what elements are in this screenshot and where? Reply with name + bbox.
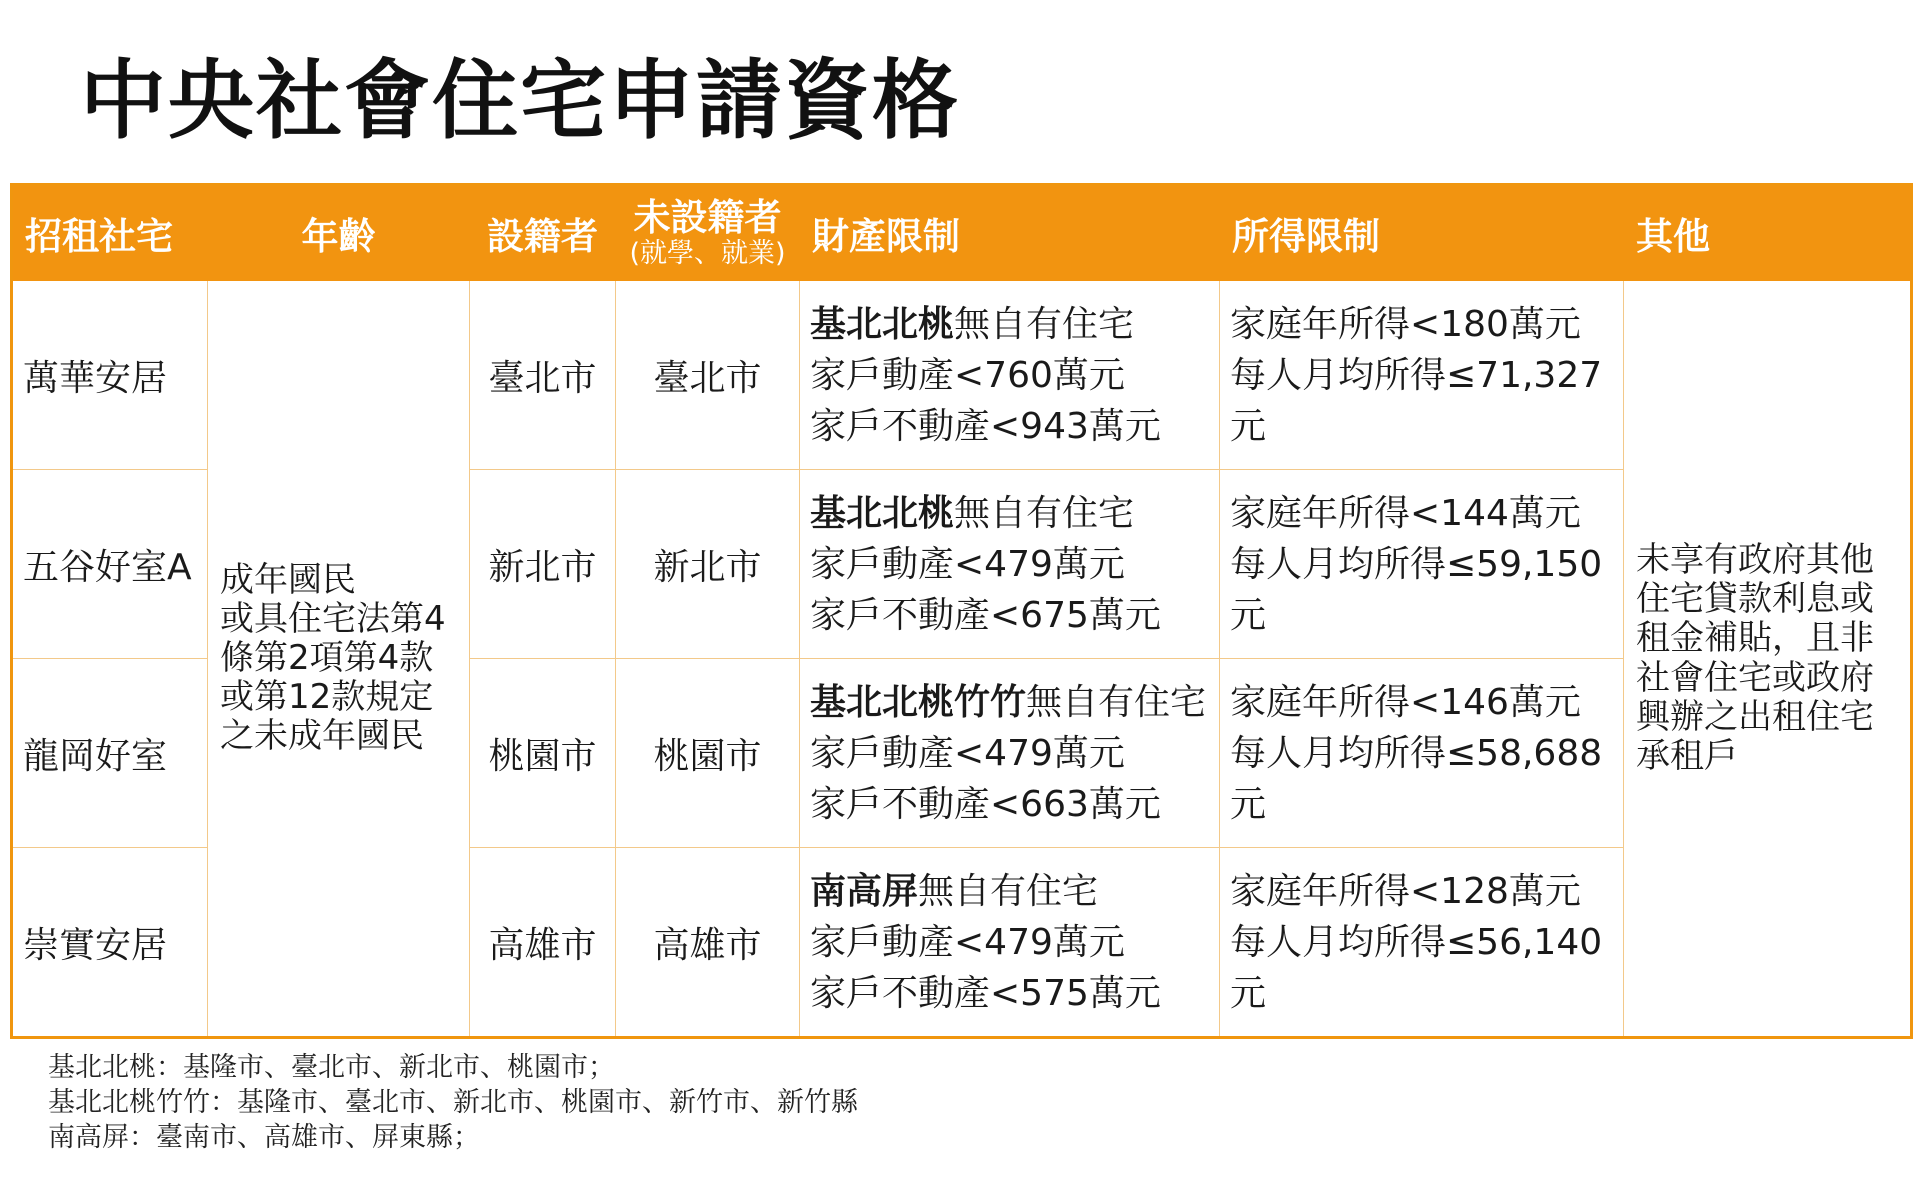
income-monthly: 每人月均所得≤58,688元 [1230,732,1603,825]
property-movable: 家戶動產<479萬元 [810,543,1125,585]
property-limit: 南高屏無自有住宅 家戶動產<479萬元 家戶不動產<575萬元 [800,848,1220,1038]
income-annual: 家庭年所得<128萬元 [1230,870,1581,912]
registered-city: 高雄市 [470,848,616,1038]
header-property: 財產限制 [800,185,1220,281]
property-real-estate: 家戶不動產<663萬元 [810,783,1161,825]
property-region: 基北北桃 [810,492,955,534]
income-monthly: 每人月均所得≤71,327元 [1230,354,1603,447]
registered-city: 新北市 [470,470,616,659]
footnote: 基北北桃竹竹：基隆市、臺北市、新北市、桃園市、新竹市、新竹縣 [48,1087,858,1118]
table-row [12,281,1912,470]
project-name: 崇實安居 [12,848,208,1038]
income-limit [1220,281,1624,470]
header-unregistered [616,185,800,281]
income-limit [1220,848,1624,1038]
unregistered-city: 新北市 [616,470,800,659]
property-limit: 基北北桃竹竹無自有住宅 家戶動產<479萬元 家戶不動產<663萬元 [800,659,1220,848]
project-name: 龍岡好室 [12,659,208,848]
income-monthly: 每人月均所得≤56,140元 [1230,921,1603,1014]
income-limit [1220,470,1624,659]
registered-city: 臺北市 [470,281,616,470]
income-monthly: 每人月均所得≤59,150元 [1230,543,1603,636]
unregistered-city: 高雄市 [616,848,800,1038]
property-movable: 家戶動產<479萬元 [810,921,1125,963]
project-name: 五谷好室A [12,470,208,659]
header-other: 其他 [1624,185,1912,281]
income-annual: 家庭年所得<180萬元 [1230,303,1581,345]
header-unregistered-sub: (就學、就業) [629,238,786,270]
property-limit: 基北北桃無自有住宅 家戶動產<760萬元 家戶不動產<943萬元 [800,281,1220,470]
header-project: 招租社宅 [12,185,208,281]
income-annual: 家庭年所得<144萬元 [1230,492,1581,534]
age-requirement: 成年國民 或具住宅法第4 條第2項第4款 或第12款規定 之未成年國民 [208,281,470,1038]
property-region: 基北北桃 [810,303,955,345]
property-movable: 家戶動產<479萬元 [810,732,1125,774]
property-real-estate: 家戶不動產<675萬元 [810,594,1161,636]
property-real-estate: 家戶不動產<943萬元 [810,405,1161,447]
unregistered-city: 桃園市 [616,659,800,848]
header-age: 年齡 [208,185,470,281]
unregistered-city: 臺北市 [616,281,800,470]
footnotes [48,1050,858,1155]
project-name: 萬華安居 [12,281,208,470]
table-header-row [12,185,1912,281]
footnote: 南高屏：臺南市、高雄市、屏東縣； [48,1122,480,1153]
header-registered: 設籍者 [470,185,616,281]
header-unregistered-label: 未設籍者 [633,195,782,239]
footnote: 基北北桃：基隆市、臺北市、新北市、桃園市； [48,1052,615,1083]
income-annual: 家庭年所得<146萬元 [1230,681,1581,723]
registered-city: 桃園市 [470,659,616,848]
header-income: 所得限制 [1220,185,1624,281]
income-limit [1220,659,1624,848]
other-requirement: 未享有政府其他 住宅貸款利息或 租金補貼，且非 社會住宅或政府 興辦之出租住宅 承租戶 [1624,281,1912,1038]
property-real-estate: 家戶不動產<575萬元 [810,972,1161,1014]
property-region: 基北北桃竹竹 [810,681,1027,723]
page-title: 中央社會住宅申請資格 [80,51,960,151]
property-region: 南高屏 [810,870,919,912]
property-limit: 基北北桃無自有住宅 家戶動產<479萬元 家戶不動產<675萬元 [800,470,1220,659]
eligibility-table [10,183,1913,1039]
property-movable: 家戶動產<760萬元 [810,354,1125,396]
